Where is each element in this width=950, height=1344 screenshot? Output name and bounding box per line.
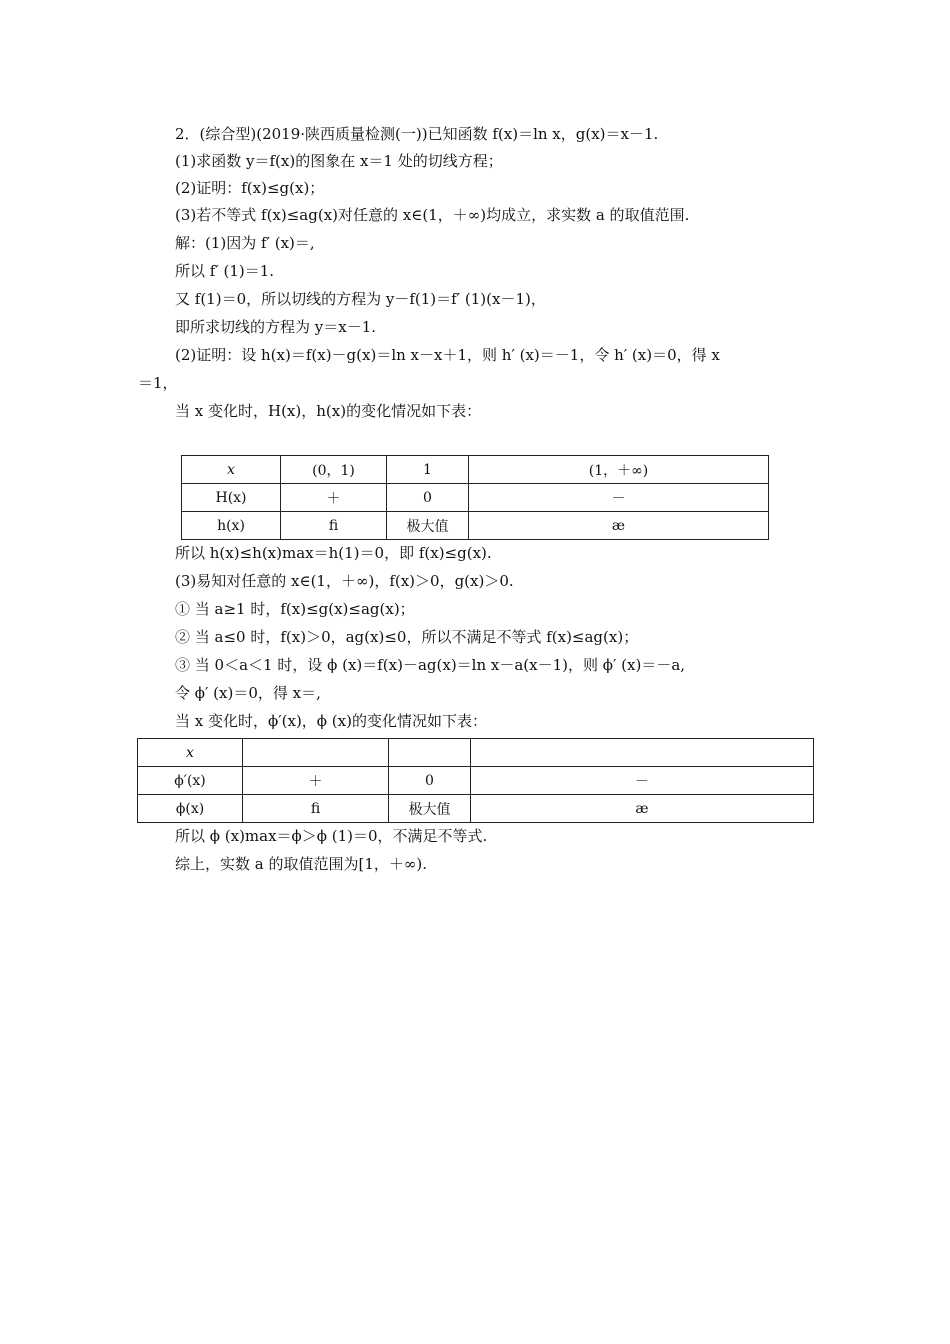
solution-line: (2)证明：设 h(x)＝f(x)－g(x)＝ln x－x＋1，则 h′ (x)＝－1，令 h′ (x)＝0，得 x xyxy=(175,346,720,364)
table-cell: æ xyxy=(469,512,769,540)
table-row xyxy=(182,512,769,540)
table-row xyxy=(182,456,769,484)
solution-line: 当 x 变化时，H(x)，h(x)的变化情况如下表： xyxy=(175,402,482,420)
table-row xyxy=(138,767,814,795)
solution-line: 令 ϕ′ (x)＝0，得 x＝, xyxy=(175,684,321,702)
table-cell: － xyxy=(471,767,814,795)
solution-line: ② 当 a≤0 时，f(x)＞0，ag(x)≤0，所以不满足不等式 f(x)≤ag(x)； xyxy=(175,628,639,646)
solution-line: 所以 f′ (1)＝1. xyxy=(175,262,275,280)
table-cell: ＋ xyxy=(243,767,389,795)
table-cell xyxy=(471,739,814,767)
table-cell: ＋ xyxy=(281,484,387,512)
solution-line: ＝1， xyxy=(138,374,178,392)
table-cell: 极大值 xyxy=(389,795,471,823)
table-row xyxy=(138,739,814,767)
table-cell xyxy=(243,739,389,767)
problem-title: 2．(综合型)(2019·陕西质量检测(一))已知函数 f(x)＝ln x，g(x)＝x－1. xyxy=(175,125,659,143)
question-1: (1)求函数 y＝f(x)的图象在 x＝1 处的切线方程； xyxy=(175,152,503,170)
table-cell: ﬁ xyxy=(281,512,387,540)
solution-line: 当 x 变化时，ϕ′(x)，ϕ (x)的变化情况如下表： xyxy=(175,712,487,730)
table-cell: 0 xyxy=(389,767,471,795)
question-2: (2)证明：f(x)≤g(x)； xyxy=(175,179,325,197)
table-cell: 1 xyxy=(387,456,469,484)
table-cell: æ xyxy=(471,795,814,823)
table-cell: － xyxy=(469,484,769,512)
table-row xyxy=(182,484,769,512)
question-3: (3)若不等式 f(x)≤ag(x)对任意的 x∈(1，＋∞)均成立，求实数 a 的取值范围. xyxy=(175,206,690,224)
solution-line: ③ 当 0＜a＜1 时，设 ϕ (x)＝f(x)－ag(x)＝ln x－a(x－1)，则 ϕ′ (x)＝－a, xyxy=(175,656,686,674)
table-cell: H(x) xyxy=(182,484,281,512)
solution-line: 综上，实数 a 的取值范围为[1，＋∞). xyxy=(175,855,427,873)
table-cell: ﬁ xyxy=(243,795,389,823)
variation-table-phi xyxy=(137,738,814,823)
table-cell: (0，1) xyxy=(281,456,387,484)
table-cell: x xyxy=(138,739,243,767)
table-cell: 极大值 xyxy=(387,512,469,540)
table-cell: 0 xyxy=(387,484,469,512)
solution-line: (3)易知对任意的 x∈(1，＋∞)，f(x)＞0，g(x)＞0. xyxy=(175,572,514,590)
variation-table-h xyxy=(181,455,769,540)
solution-line: 又 f(1)＝0，所以切线的方程为 y－f(1)＝f′ (1)(x－1)， xyxy=(175,290,546,308)
table-row xyxy=(138,795,814,823)
table-cell: x xyxy=(182,456,281,484)
solution-line: ① 当 a≥1 时，f(x)≤g(x)≤ag(x)； xyxy=(175,600,415,618)
solution-line: 解：(1)因为 f′ (x)＝, xyxy=(175,234,315,252)
table-cell: ϕ(x) xyxy=(138,795,243,823)
table-cell: (1，＋∞) xyxy=(469,456,769,484)
table-cell: ϕ′(x) xyxy=(138,767,243,795)
table-cell: h(x) xyxy=(182,512,281,540)
table-cell xyxy=(389,739,471,767)
solution-line: 所以 h(x)≤h(x)max＝h(1)＝0，即 f(x)≤g(x). xyxy=(175,544,492,562)
solution-line: 所以 ϕ (x)max＝ϕ＞ϕ (1)＝0，不满足不等式. xyxy=(175,827,488,845)
solution-line: 即所求切线的方程为 y＝x－1. xyxy=(175,318,377,336)
